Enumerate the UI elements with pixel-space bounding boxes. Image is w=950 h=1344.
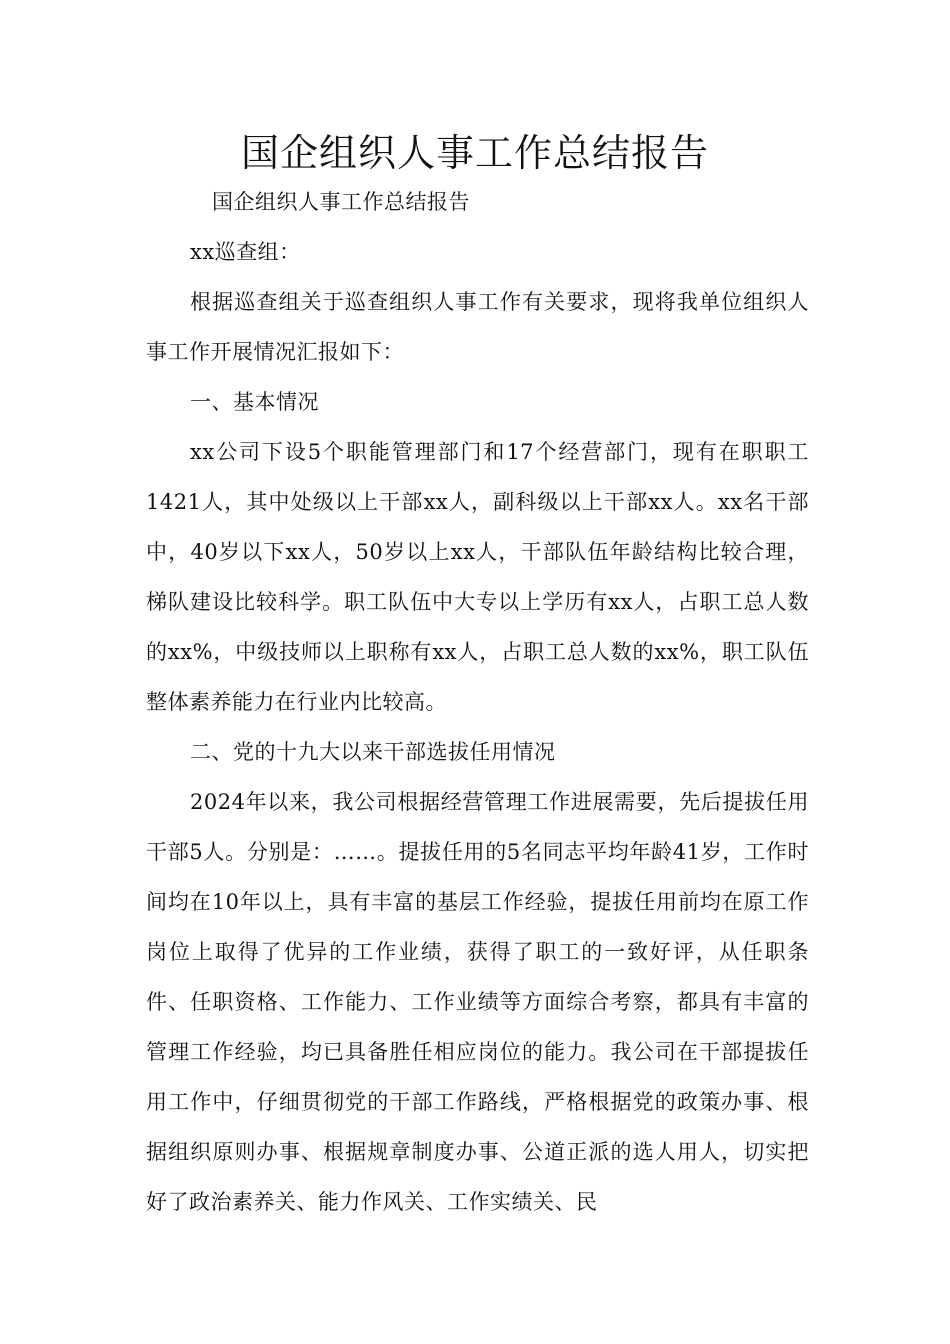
document-body [146, 177, 809, 1227]
section-heading-selection: 二、党的十九大以来干部选拔任用情况 [190, 740, 556, 764]
subtitle-paragraph: 国企组织人事工作总结报告 [212, 190, 470, 214]
intro-paragraph: 根据巡查组关于巡查组织人事工作有关要求，现将我单位组织人事工作开展情况汇报如下： [146, 290, 809, 364]
section-heading-basic: 一、基本情况 [190, 390, 319, 414]
selection-paragraph: 2024年以来，我公司根据经营管理工作进展需要，先后提拔任用干部5人。分别是：……。提拔任用的5名同志平均年龄41岁，工作时间均在10年以上，具有丰富的基层工作经验，提拔任用前均在原工作岗位上取得了优异的工作业绩，获得了职工的一致好评，从任职条件、任职资格、工作能力、工作业绩等方面综合考察，都具有丰富的管理工作经验，均已具备胜任相应岗位的能力。我公司在干部提拔任用工作中，仔细贯彻党的干部工作路线，严格根据党的政策办事、根据组织原则办事、根据规章制度办事、公道正派的选人用人，切实把好了政治素养关、能力作风关、工作实绩关、民 [146, 790, 809, 1214]
basic-info-paragraph: xx公司下设5个职能管理部门和17个经营部门，现有在职职工1421人，其中处级以上干部xx人，副科级以上干部xx人。xx名干部中，40岁以下xx人，50岁以上xx人，干部队伍年龄结构比较合理，梯队建设比较科学。职工队伍中大专以上学历有xx人，占职工总人数的xx%，中级技师以上职称有xx人，占职工总人数的xx%，职工队伍整体素养能力在行业内比较高。 [146, 440, 809, 714]
document-title: 国企组织人事工作总结报告 [240, 131, 709, 175]
salutation-paragraph: xx巡查组： [190, 240, 301, 264]
